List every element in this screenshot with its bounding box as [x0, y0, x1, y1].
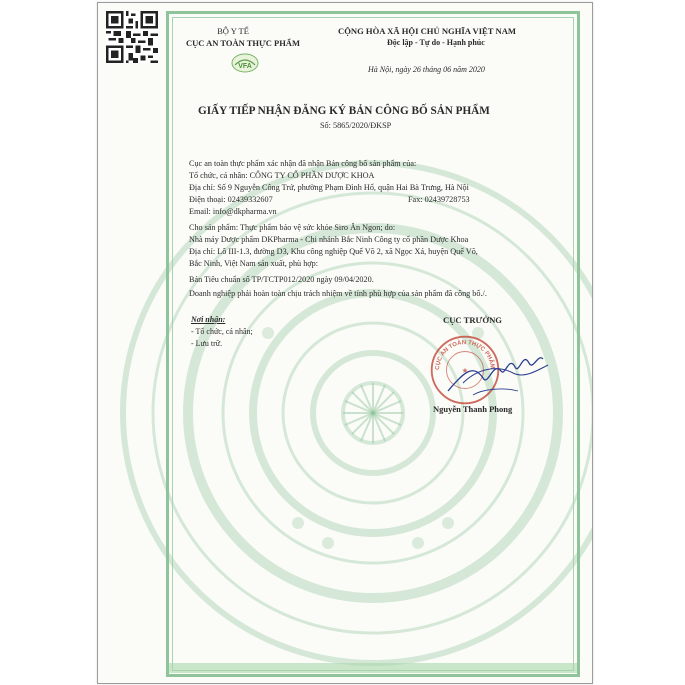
- svg-text:VFA: VFA: [238, 63, 252, 70]
- signer-role: CỤC TRƯỞNG: [443, 315, 502, 325]
- svg-text:★: ★: [461, 365, 469, 375]
- green-bottom-band: [169, 663, 577, 673]
- place-date: Hà Nội, ngày 26 tháng 06 năm 2020: [368, 65, 485, 74]
- qr-code-icon: [106, 11, 158, 63]
- body-line-standard: Bản Tiêu chuẩn số TP/TCTP012/2020 ngày 09/04/2020.: [189, 275, 374, 284]
- country-name: CỘNG HÒA XÃ HỘI CHỦ NGHĨA VIỆT NAM: [338, 26, 517, 36]
- document-page: BỘ Y TẾ CỤC AN TOÀN THỰC PHẨM VFA CỘNG HÒA XÃ HỘI CHỦ NGHĨA VIỆT NAM Độc lập - Tự do - Hạnh phúc Hà Nội, ngày 26 tháng 06 năm 2020 GIẤY TIẾP NHẬN ĐĂNG KÝ BẢN CÔNG BỐ SẢN PHẨM Số: 5865/2020/ĐKSP Cục an toàn thực phẩm xác nhận đã nhận Bản công bố sản phẩm của: Tổ chức, cá nhân: CÔNG TY CỔ PHẦN DƯỢC KHOA Địa chỉ: Số 9 Nguyễn Công Trứ, phường Phạm Đình Hổ, quận Hai Bà Trưng, Hà Nội Điện thoại: 02439332607 Fax: 02439728753 Email: info@dkpharma.vn Cho sản phẩm: Thực phẩm bảo vệ sức khỏe Siro Ăn Ngon; do: Nhà máy Dược phẩm DKPharma - Chi nhánh Bắc Ninh Công ty cổ phần Dược Khoa Địa chỉ: Lô III-1.3, đường D3, Khu công nghiệp Quế Võ 2, xã Ngọc Xá, huyện Quế Võ, Bắc Ninh, Việt Nam sản xuất, phù hợp: Bản Tiêu chuẩn số TP/TCTP012/2020 ngày 09/04/2020. Doanh nghiệp phải hoàn toàn chịu trách nhiệm về tính phù hợp của sản phẩm đã công bố./. Nơi nhận: - Tổ chức, cá nhân; - Lưu trữ. CỤC TRƯỞNG CỤC AN TOÀN THỰC PHẨM ★ Nguyễn Thanh Phong: [97, 2, 593, 684]
- recipients-heading: Nơi nhận:: [191, 315, 226, 324]
- body-line-factory-address: Địa chỉ: Lô III-1.3, đường D3, Khu công nghiệp Quế Võ 2, xã Ngọc Xá, huyện Quế Võ,: [189, 247, 478, 256]
- document-number: Số: 5865/2020/ĐKSP: [320, 121, 392, 130]
- body-line-fax: Fax: 02439728753: [408, 195, 470, 204]
- document-title: GIẤY TIẾP NHẬN ĐĂNG KÝ BẢN CÔNG BỐ SẢN PHẨM: [198, 105, 490, 117]
- body-line-email: Email: info@dkpharma.vn: [189, 207, 277, 216]
- body-line-organization: Tổ chức, cá nhân: CÔNG TY CỔ PHẦN DƯỢC KHOA: [189, 171, 375, 180]
- body-line-phone: Điện thoại: 02439332607: [189, 195, 273, 204]
- svg-text:CỤC AN TOÀN THỰC PHẨM: CỤC AN TOÀN THỰC PHẨM: [435, 340, 495, 371]
- body-line-factory-address-cont: Bắc Ninh, Việt Nam sản xuất, phù hợp:: [189, 259, 318, 268]
- vfa-logo: [231, 53, 259, 73]
- body-line-responsibility: Doanh nghiệp phải hoàn toàn chịu trách nhiệm về tính phù hợp của sản phẩm đã công bố./.: [189, 289, 487, 298]
- body-line-intro: Cục an toàn thực phẩm xác nhận đã nhận Bản công bố sản phẩm của:: [189, 159, 417, 168]
- body-line-factory: Nhà máy Dược phẩm DKPharma - Chi nhánh Bắc Ninh Công ty cổ phần Dược Khoa: [189, 235, 469, 244]
- recipient-item: - Tổ chức, cá nhân;: [191, 327, 253, 336]
- body-line-address: Địa chỉ: Số 9 Nguyễn Công Trứ, phường Phạm Đình Hổ, quận Hai Bà Trưng, Hà Nội: [189, 183, 469, 192]
- national-motto: Độc lập - Tự do - Hạnh phúc: [387, 38, 485, 47]
- agency-name: CỤC AN TOÀN THỰC PHẨM: [186, 38, 300, 48]
- body-line-product: Cho sản phẩm: Thực phẩm bảo vệ sức khỏe Siro Ăn Ngon; do:: [189, 223, 396, 232]
- recipient-item: - Lưu trữ.: [191, 339, 223, 348]
- signer-name: Nguyễn Thanh Phong: [433, 404, 513, 414]
- handwritten-signature: [443, 343, 553, 403]
